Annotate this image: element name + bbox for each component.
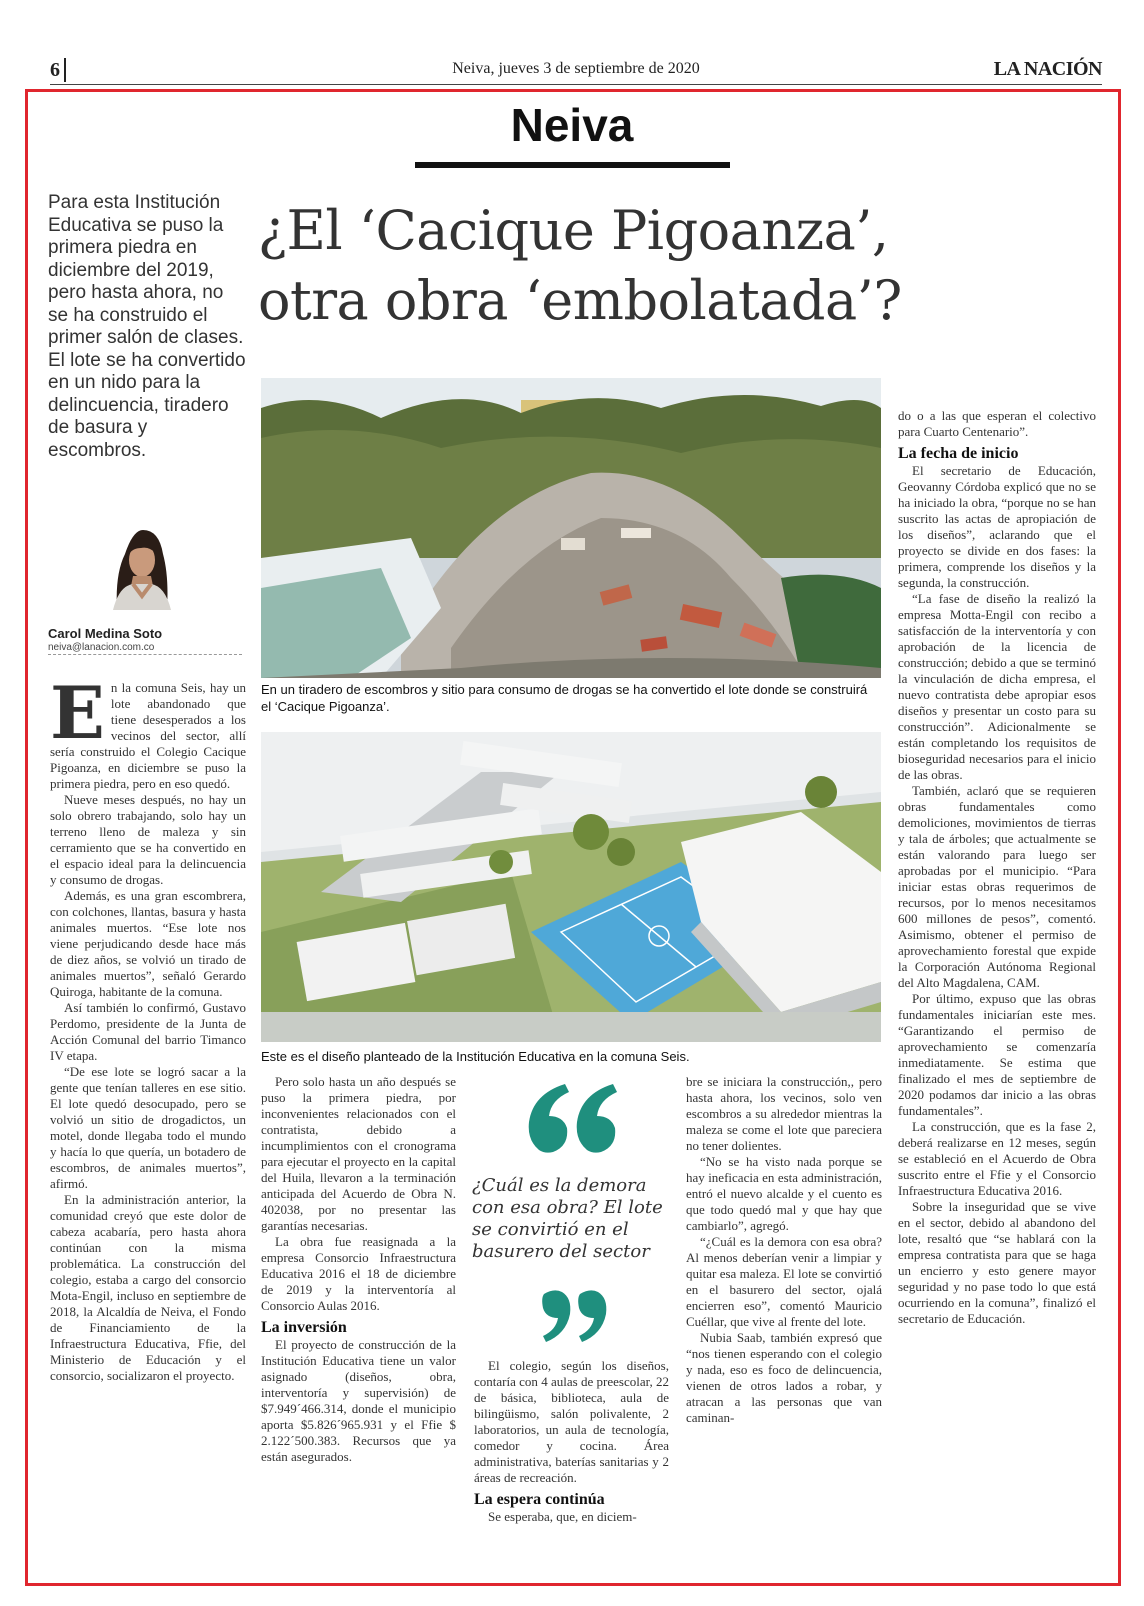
paragraph: La obra fue reasignada a la empresa Consorcio Infraestructura Educativa 2016 el 18 de diciembre de 2019 y la interventoría al Consorcio Aulas 2016.	[261, 1234, 456, 1313]
author-divider	[48, 654, 242, 655]
page-header	[50, 58, 1102, 84]
headline-line-2: otra obra ‘embolatada’?	[258, 269, 902, 332]
article-column-5	[898, 408, 1096, 1327]
paragraph: do o a las que esperan el colectivo para Cuarto Centenario”.	[898, 408, 1096, 439]
author-avatar	[103, 524, 179, 610]
headline-line-1: ¿El ‘Cacique Pigoanza’,	[258, 199, 889, 262]
rubble-lot-photo	[261, 378, 881, 678]
photo-caption-2: Este es el diseño planteado de la Institución Educativa en la comuna Seis.	[261, 1049, 690, 1064]
photo-caption-1: En un tiradero de escombros y sitio para consumo de drogas se ha convertido el lote donde se construirá el ‘Cacique Pigoanza’.	[261, 682, 868, 714]
page-number: 6	[50, 58, 66, 82]
paragraph: Pero solo hasta un año después se puso la primera piedra, por inconvenientes relacionados con el contratista, debido a incumplimientos con el cronograma para ejecutar el proyecto en la capital del Huila, llevaron a la terminación anticipada del Acuerdo de Obra N. 402038, por no presentar las garantías necesarias.	[261, 1074, 456, 1233]
paragraph: El proyecto de construcción de la Institución Educativa tiene un valor asignado (diseños, obra, interventoría y supervisión) de $7.949´466.314, donde el municipio aporta $5.826´965.931 y el Ffie $ 2.122´500.383. Recursos que ya están asegurados.	[261, 1337, 456, 1464]
paragraph: La construcción, que es la fase 2, deberá realizarse en 12 meses, según se estableció en el Acuerdo de Obra suscrito entre el Ffie y el Consorcio Infraestructura Educativa 2016.	[898, 1119, 1096, 1198]
drop-cap: E	[50, 670, 105, 755]
paragraph: Se esperaba, que, en diciem-	[488, 1509, 637, 1524]
author-email: neiva@lanacion.com.co	[48, 642, 155, 653]
paragraph: Por último, expuso que las obras fundamentales iniciarían este mes. “Garantizando el permiso de aprovechamiento se comenzaría inmediatamente. Se estima que finalizado el mes de septiembre de 2020 podamos dar inicio a las obras fundamentales”.	[898, 991, 1096, 1118]
paragraph: “¿Cuál es la demora con esa obra? Al menos deberían venir a limpiar y quitar esa maleza. El lote se convirtió en el basurero del sector, ojalá encierren eso”, comentó Mauricio Cuéllar, que vive al frente del lote.	[686, 1234, 882, 1329]
headline	[258, 196, 1078, 336]
paragraph: “No se ha visto nada porque se hay ineficacia en esta administración, entró el nuevo alcalde y el cuento es que todo quedó mal y que hay que cambiarlo”, agregó.	[686, 1154, 882, 1233]
paragraph: Nubia Saab, también expresó que “nos tienen esperando con el colegio y nada, eso es foco de delincuencia, vienen de otros lados a robar, y atracan a las personas que van caminan-	[686, 1330, 882, 1425]
subheading-inversion: La inversión	[261, 1319, 347, 1336]
dateline: Neiva, jueves 3 de septiembre de 2020	[452, 60, 700, 77]
paragraph: También, aclaró que se requieren obras fundamentales como demoliciones, movimientos de tierras y tala de árboles; que actualmente se están valorando para luego ser aprobadas por el municipio. “Para iniciar estas obras requerimos de recursos, por lo menos necesitamos 600 millones de pesos”, comentó. Asimismo, obtener el permiso de aprovechamiento forestal que expide la Corporación Autónoma Regional del Alto Magdalena, CAM.	[898, 783, 1096, 990]
close-quote-icon	[540, 1288, 610, 1344]
paragraph: “La fase de diseño la realizó la empresa Motta-Engil con recibo a satisfacción de la interventoría y con aprobación de la licencia de construcción; debido a que se terminó la vinculación de dicha empresa, el nuevo contratista debe apropiar esos diseños y presentar un costo para su construcción”. Adicionalmente se están completando los requisitos de bioseguridad necesarios para el inicio de las obras.	[898, 591, 1096, 782]
paragraph: “De ese lote se logró sacar a la gente que tenían talleres en ese sitio. El lote quedó desocupado, pero se volvió un sitio de drogadictos, un motel, donde llegaba todo el mundo y hacía lo que quería, un botadero de escombros, de animales muertos”, afirmó.	[50, 1064, 246, 1191]
pull-quote: ¿Cuál es la demora con esa obra? El lote se convirtió en el basurero del sector	[472, 1175, 663, 1262]
article-column-1	[50, 670, 246, 1384]
subheading-fecha-inicio: La fecha de inicio	[898, 445, 1019, 462]
paragraph: Sobre la inseguridad que se vive en el sector, debido al abandono del lote, resaltó que “se hablará con la empresa contratista para que se haga un encierro y esto genere mayor seguridad y no pase todo lo que está ocurriendo en la comuna”, finalizó el secretario de Educación.	[898, 1199, 1096, 1326]
paragraph: El secretario de Educación, Geovanny Córdoba explicó que no se ha iniciado la obra, “porque no se han suscrito las actas de apropiación de los diseños”, aclarando que el proyecto se divide en dos fases: la primera, comprende los diseños y la segunda, la construcción.	[898, 463, 1096, 590]
article-column-3	[474, 1358, 669, 1525]
paragraph: bre se iniciara la construcción,, pero hasta ahora, los vecinos, solo ven escombros a su alrededor mientras la maleza se come el lote que pareciera no tener dolientes.	[686, 1074, 882, 1153]
paragraph: Así también lo confirmó, Gustavo Perdomo, presidente de la Junta de Acción Comunal del barrio Timanco IV etapa.	[50, 1000, 246, 1063]
paragraph: Además, es una gran escombrera, con colchones, llantas, basura y hasta animales muertos. “Ese lote nos viene perjudicando desde hace más de diez años, se volvió un tirado de animales muertos”, señaló Gerardo Quiroga, habitante de la comuna.	[50, 888, 246, 999]
paragraph: n la comuna Seis, hay un lote abandonado que tiene desesperados a los vecinos del sector, allí sería construido el Colegio Cacique Pigoanza, en diciembre se puso la primera piedra, pero en eso quedó.	[50, 680, 246, 791]
lede: Para esta Institución Educativa se puso la primera piedra en diciembre del 2019, pero hasta ahora, no se ha construido el primer salón de clases. El lote se ha convertido en un nido para la delincuencia, tiradero de basura y escombros.	[48, 192, 246, 461]
masthead-logo: LA NACIÓN	[993, 58, 1102, 80]
school-design-rendering	[261, 732, 881, 1042]
paragraph: Nueve meses después, no hay un solo obrero trabajando, solo hay un terreno lleno de maleza y sin cerramiento que se ha convertido en el espacio ideal para la delincuencia y consumo de drogas.	[50, 792, 246, 887]
paragraph: En la administración anterior, la comunidad creyó que este dolor de cabeza acabaría, pero hasta ahora continúan con la misma problemática. La construcción del colegio, estaba a cargo del consorcio Mota-Engil, incluso en septiembre de 2018, la Alcaldía de Neiva, el Fondo de Financiamiento de la Infraestructura Educativa, Ffie, del Ministerio de Educación y el consorcio, socializaron el proyecto.	[50, 1192, 246, 1383]
section-title: Neiva	[510, 99, 634, 151]
paragraph: El colegio, según los diseños, contaría con 4 aulas de preescolar, 22 de básica, biblioteca, aula de bilingüismo, salón polivalente, 2 laboratorios, un aula de tecnología, comedor y cocina. Área administrativa, baterías sanitarias y 2 áreas de recreación.	[474, 1358, 669, 1485]
header-rule	[50, 84, 1102, 85]
open-quote-icon	[527, 1080, 627, 1160]
section-divider	[415, 162, 730, 168]
author-name: Carol Medina Soto	[48, 626, 163, 641]
article-column-2	[261, 1074, 456, 1465]
article-column-4	[686, 1074, 882, 1426]
subheading-espera: La espera continúa	[474, 1491, 605, 1508]
